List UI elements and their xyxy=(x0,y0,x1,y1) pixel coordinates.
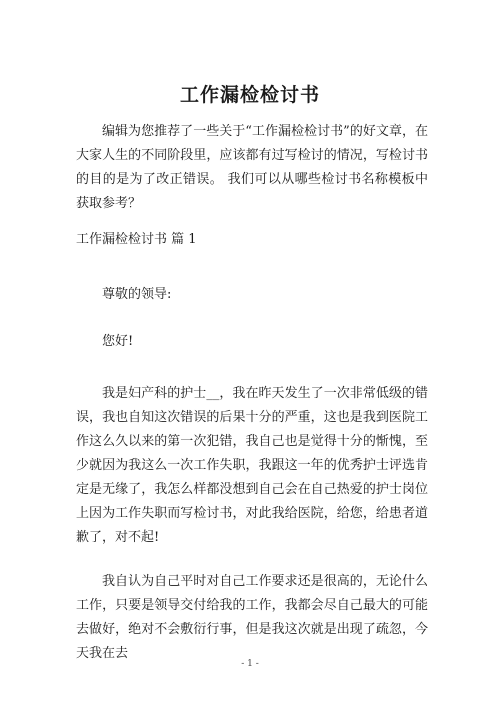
document-title: 工作漏检检讨书 xyxy=(179,84,320,106)
page-number: - 1 - xyxy=(241,659,259,669)
section-heading: 工作漏检检讨书 篇 1 xyxy=(76,232,197,247)
salutation: 尊敬的领导: xyxy=(102,287,172,302)
body-paragraph-2: 我自认为自己平时对自己工作要求还是很高的，无论什么工作，只要是领导交付给我的工作，我都会尽自己最大的可能去做好，绝对不会敷衍行事，但是我这次就是出现了疏忽，今天我在去 xyxy=(76,574,428,661)
body-paragraph-1: 我是妇产科的护士__，我在昨天发生了一次非常低级的错误，我也自知这次错误的后果十分的严重，这也是我到医院工作这么久以来的第一次犯错，我自己也是觉得十分的惭愧，至少就因为我这么一次工作失职，我跟这一年的优秀护士评选肯定是无缘了，我怎么样都没想到自己会在自己热爱的护士岗位上因为工作失职而写检讨书，对此我给医院，给您，给患者道歉了，对不起! xyxy=(76,386,428,545)
greeting: 您好! xyxy=(102,334,134,349)
intro-paragraph: 编辑为您推荐了一些关于“工作漏检检讨书”的好文章，在大家人生的不同阶段里，应该都有过写检讨的情况，写检讨书的目的是为了改正错误。 我们可以从哪些检讨书名称模板中获取参考？ xyxy=(76,124,428,211)
